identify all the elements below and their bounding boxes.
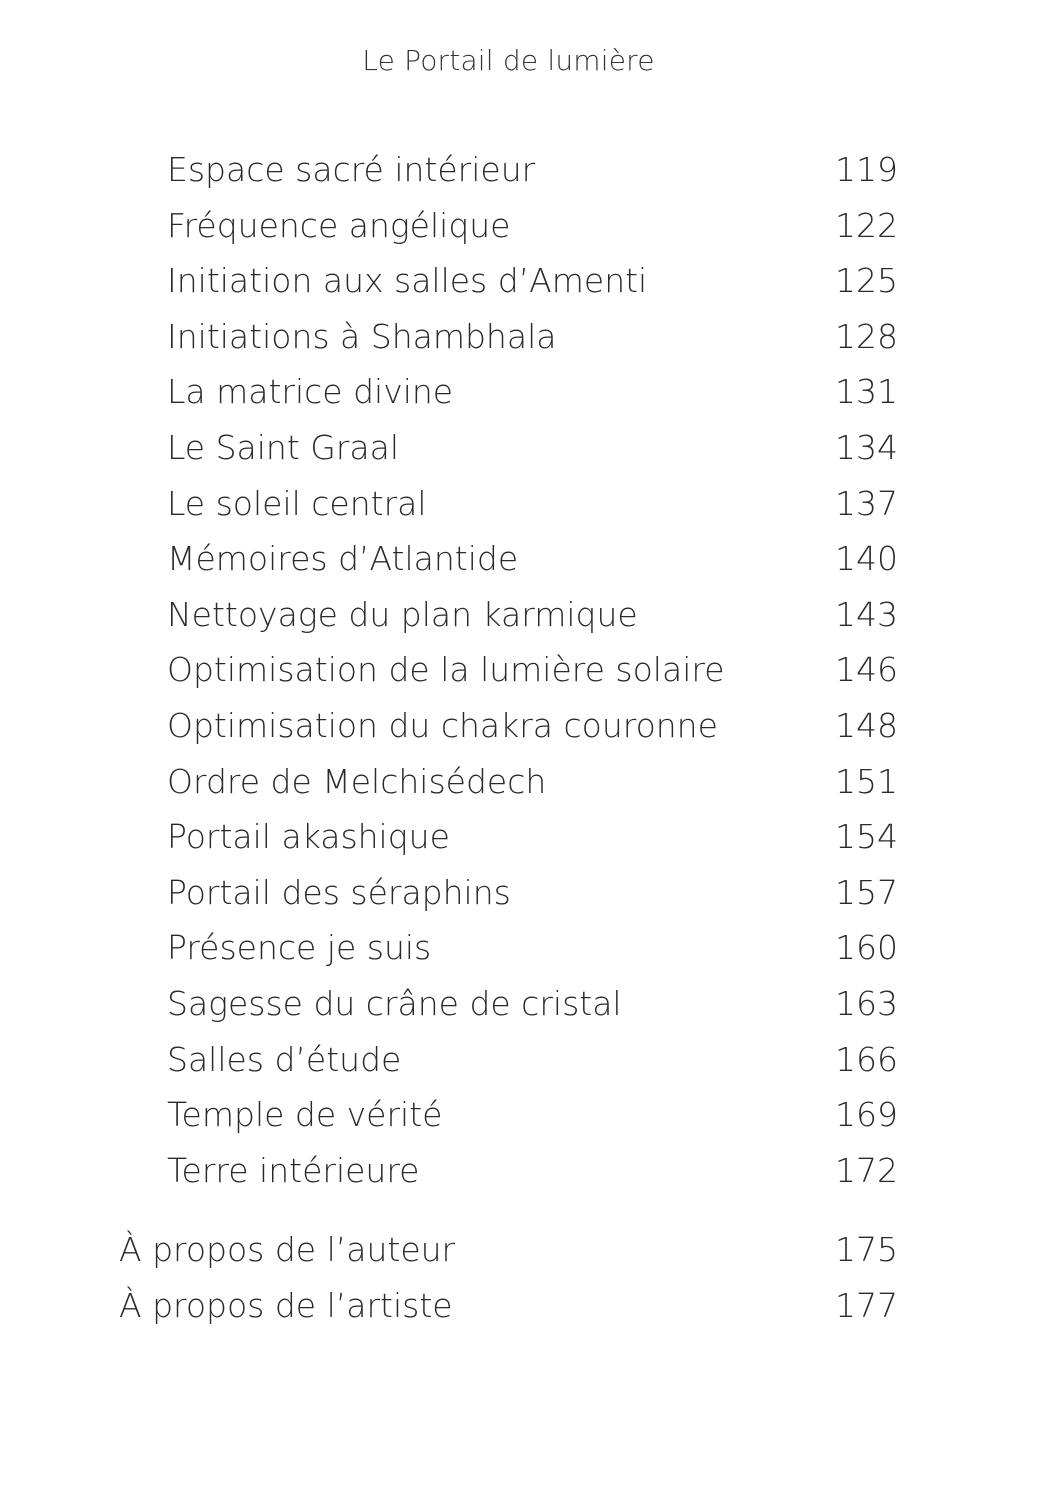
toc-entry-page: 163 xyxy=(835,983,898,1023)
toc-entry-title: Optimisation du chakra couronne xyxy=(167,705,718,745)
table-of-contents xyxy=(0,142,1051,1198)
toc-entry[interactable] xyxy=(0,809,1051,865)
toc-entry-title: Optimisation de la lumière solaire xyxy=(167,650,725,690)
toc-entry-title: Portail akashique xyxy=(167,817,450,857)
running-header: Le Portail de lumière xyxy=(362,44,655,77)
toc-entry[interactable] xyxy=(0,754,1051,810)
toc-entry[interactable] xyxy=(0,253,1051,309)
toc-entry[interactable] xyxy=(0,1032,1051,1088)
toc-entry[interactable] xyxy=(0,198,1051,254)
toc-entry-title: La matrice divine xyxy=(167,372,454,412)
toc-entry-title: Sagesse du crâne de cristal xyxy=(167,983,622,1023)
toc-entry-page: 157 xyxy=(835,872,898,912)
toc-entry[interactable] xyxy=(0,976,1051,1032)
toc-entry[interactable] xyxy=(0,698,1051,754)
toc-entry-about-author[interactable] xyxy=(0,1222,1051,1278)
toc-entry-title: Salles d’étude xyxy=(167,1039,402,1079)
toc-backmatter xyxy=(0,1222,1051,1333)
toc-entry-title: Présence je suis xyxy=(167,928,432,968)
toc-entry-page: 160 xyxy=(835,928,898,968)
toc-entry[interactable] xyxy=(0,642,1051,698)
toc-entry-page: 140 xyxy=(835,539,898,579)
toc-entry[interactable] xyxy=(0,865,1051,921)
toc-entry-about-artist[interactable] xyxy=(0,1278,1051,1334)
toc-entry-page: 177 xyxy=(835,1285,898,1325)
toc-entry-title: Initiations à Shambhala xyxy=(167,316,557,356)
toc-entry[interactable] xyxy=(0,309,1051,365)
toc-entry-page: 143 xyxy=(835,594,898,634)
toc-entry[interactable] xyxy=(0,364,1051,420)
toc-entry-page: 134 xyxy=(835,427,898,467)
toc-entry-title: Nettoyage du plan karmique xyxy=(167,594,638,634)
toc-entry[interactable] xyxy=(0,920,1051,976)
toc-entry-page: 122 xyxy=(835,205,898,245)
toc-entry-title: Temple de vérité xyxy=(167,1095,443,1135)
toc-entry-page: 169 xyxy=(835,1095,898,1135)
toc-entry-title: Espace sacré intérieur xyxy=(167,150,536,189)
toc-entry-page: 131 xyxy=(835,372,898,412)
toc-entry[interactable] xyxy=(0,476,1051,532)
toc-entry-title: Fréquence angélique xyxy=(167,205,511,245)
toc-entry-page: 128 xyxy=(835,316,898,356)
toc-entry-title: À propos de l’auteur xyxy=(119,1230,456,1269)
toc-entry[interactable] xyxy=(0,531,1051,587)
toc-entry[interactable] xyxy=(0,1143,1051,1199)
toc-entry[interactable] xyxy=(0,142,1051,198)
toc-entry-title: Terre intérieure xyxy=(167,1150,420,1190)
toc-entry-page: 146 xyxy=(835,650,898,690)
toc-entry-title: Le Saint Graal xyxy=(167,427,400,467)
toc-entry-page: 175 xyxy=(835,1230,898,1269)
toc-entry-title: Le soleil central xyxy=(167,483,427,523)
toc-entry-page: 148 xyxy=(835,705,898,745)
toc-entry-page: 151 xyxy=(835,761,898,801)
toc-entry-page: 137 xyxy=(835,483,898,523)
toc-entry[interactable] xyxy=(0,587,1051,643)
toc-entry-page: 172 xyxy=(835,1150,898,1190)
toc-entry-page: 125 xyxy=(835,261,898,301)
toc-entry[interactable] xyxy=(0,420,1051,476)
toc-entry-page: 166 xyxy=(835,1039,898,1079)
toc-entry-page: 154 xyxy=(835,817,898,857)
toc-entry-title: Initiation aux salles d’Amenti xyxy=(167,261,648,301)
toc-entry-title: Ordre de Melchisédech xyxy=(167,761,547,801)
toc-entry[interactable] xyxy=(0,1087,1051,1143)
toc-entry-page: 119 xyxy=(835,150,898,189)
toc-entry-title: À propos de l’artiste xyxy=(119,1285,453,1325)
toc-entry-title: Portail des séraphins xyxy=(167,872,511,912)
toc-entry-title: Mémoires d’Atlantide xyxy=(167,539,519,579)
